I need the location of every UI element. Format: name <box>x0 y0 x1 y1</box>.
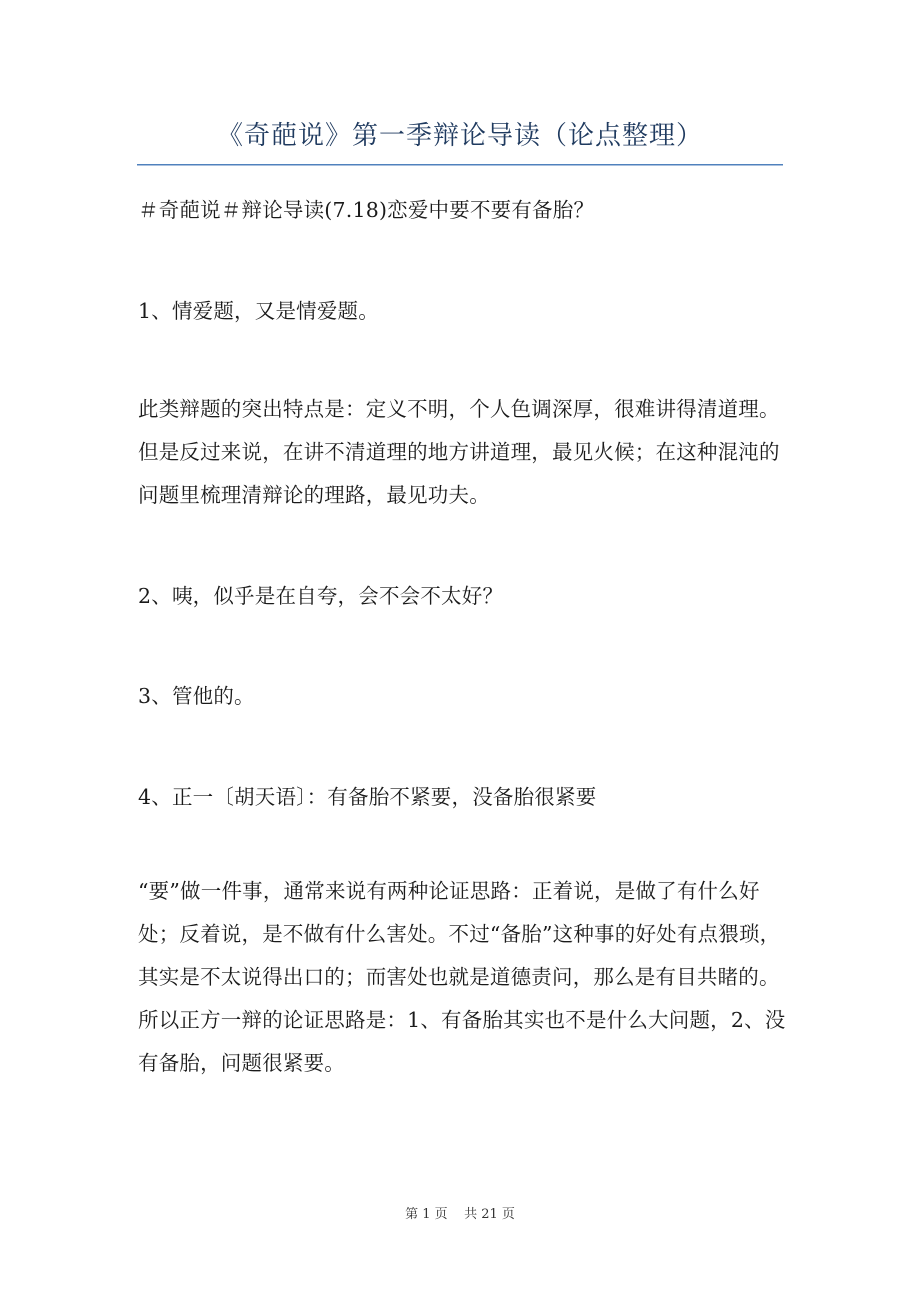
paragraph-argument-logic: “要”做一件事，通常来说有两种论证思路：正着说，是做了有什么好处；反着说，是不做有什么害处。不过“备胎”这种事的好处有点猥琐，其实是不太说得出口的；而害处也就是道德责问，那么是有目共睹的。所以正方一辩的论证思路是：1、有备胎其实也不是什么大问题，2、没有备胎，问题很紧要。 <box>138 879 786 1075</box>
document-title: 《奇葩说》第一季辩论导读（论点整理） <box>216 121 703 151</box>
hashtag-topic-line: ＃奇葩说＃辩论导读(7.18)恋爱中要不要有备胎？ <box>138 198 595 222</box>
point-1: 1、情爱题，又是情爱题。 <box>138 299 379 323</box>
point-3: 3、管他的。 <box>138 684 255 708</box>
point-4-heading: 4、正一〔胡天语〕：有备胎不紧要，没备胎很紧要 <box>138 785 597 809</box>
paragraph-topic-features: 此类辩题的突出特点是：定义不明，个人色调深厚，很难讲得清道理。但是反过来说，在讲不清道理的地方讲道理，最见火候；在这种混沌的问题里梳理清辩论的理路，最见功夫。 <box>138 397 780 507</box>
title-divider <box>137 164 783 166</box>
point-2: 2、咦，似乎是在自夸，会不会不太好？ <box>138 584 504 608</box>
page-number-footer: 第 1 页 共 21 页 <box>405 1207 515 1222</box>
